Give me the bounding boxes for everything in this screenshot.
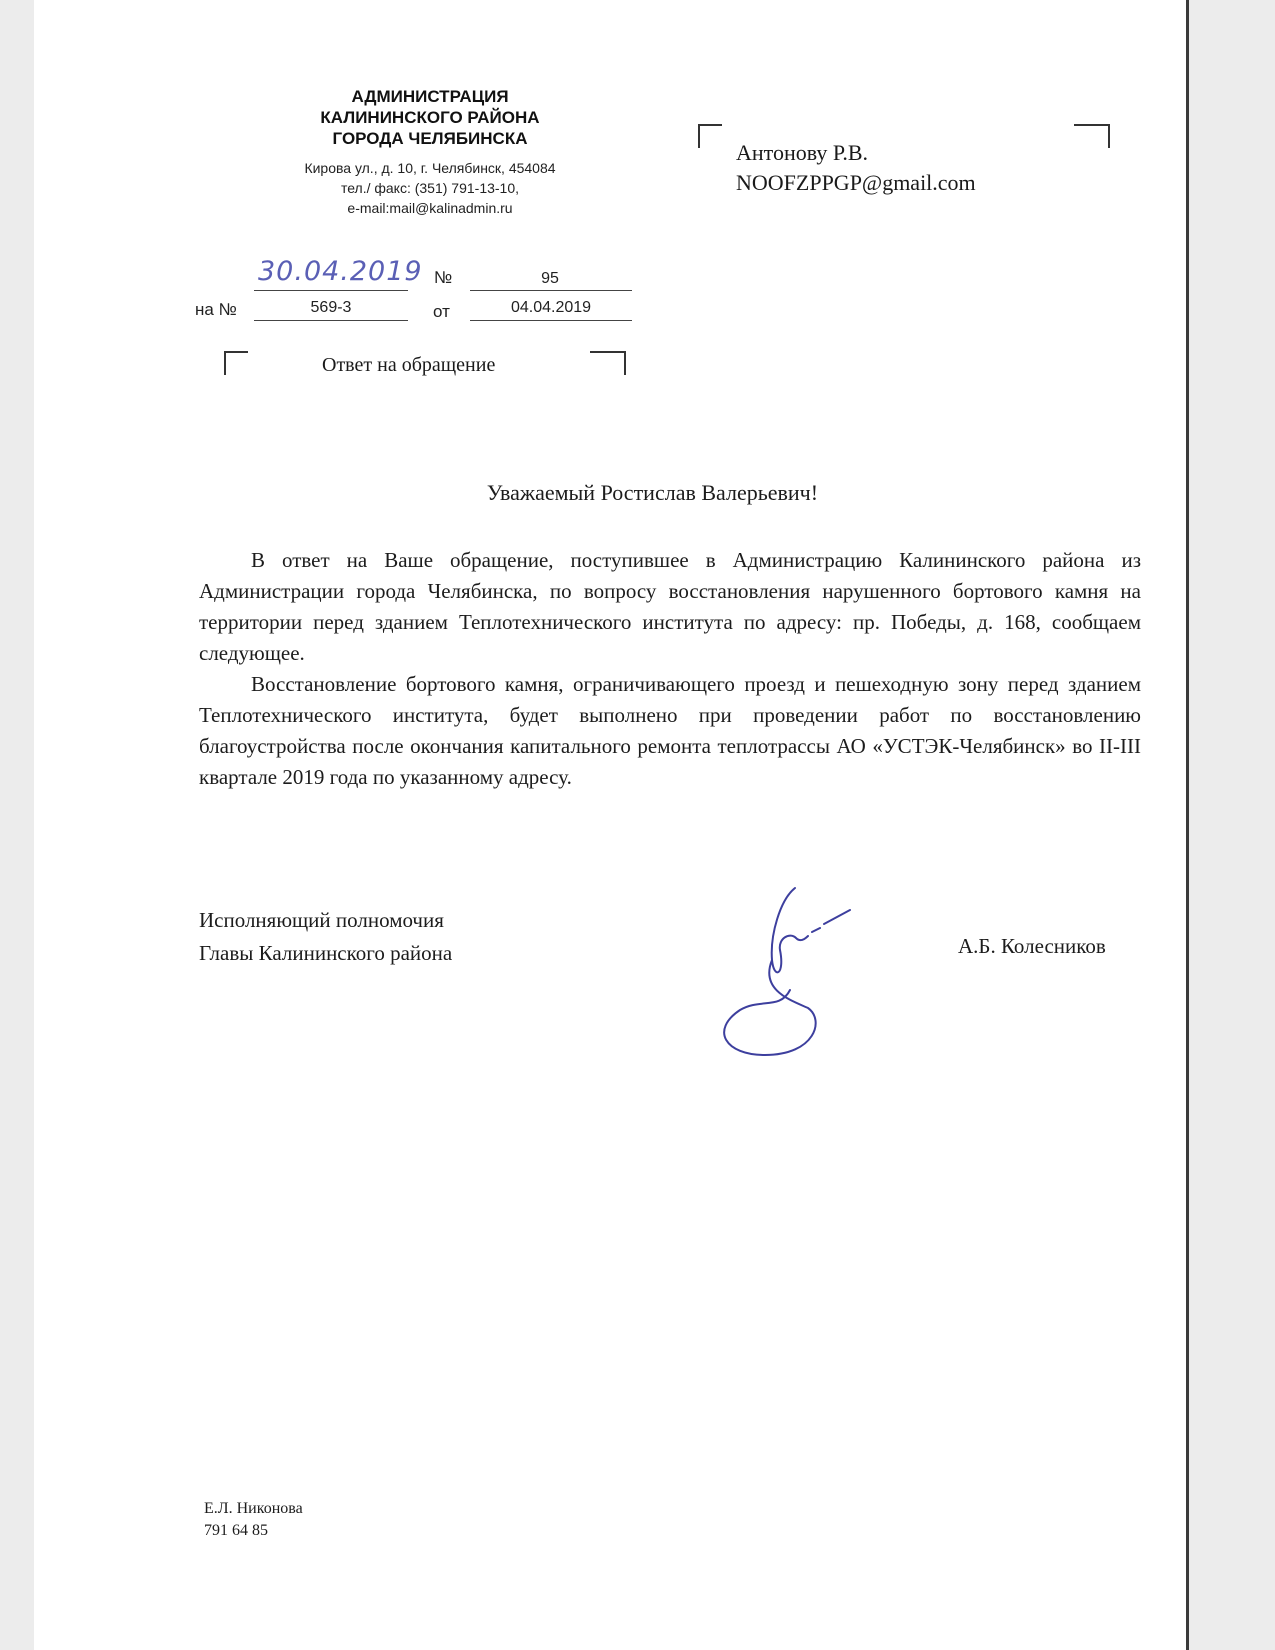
subject-corner-left [224, 351, 248, 375]
recipient-name: Антонову Р.В. [736, 140, 869, 165]
recipient-email: NOOFZPPGP@gmail.com [736, 170, 976, 195]
ref-number: 569-3 [310, 299, 352, 316]
letter-subject: Ответ на обращение [322, 354, 496, 376]
address-line-3: e-mail:mail@kalinadmin.ru [347, 200, 513, 216]
org-line-1: АДМИНИСТРАЦИЯ [351, 87, 509, 106]
handwritten-signature [700, 880, 860, 1060]
ref-label: на № [195, 300, 237, 319]
executor-phone: 791 64 85 [204, 1522, 268, 1539]
signatory-position [199, 904, 452, 970]
org-line-2: КАЛИНИНСКОГО РАЙОНА [320, 108, 540, 127]
from-label: от [433, 302, 450, 321]
handwritten-date: 30.04.2019 [258, 256, 423, 287]
body-paragraph-2: Восстановление бортового камня, ограничивающего проезд и пешеходную зону перед зданием Теплотехнического института, будет выполнено при проведении работ по восстановлению благоустройства после окончания капитального ремонта теплотрассы АО «УСТЭК-Челябинск» во II-III квартале 2019 года по указанному адресу. [199, 672, 1141, 789]
scan-edge-right [1188, 0, 1275, 1650]
letter-body [199, 545, 1141, 793]
ref-number-underline [254, 320, 408, 321]
outgoing-number: 95 [541, 270, 559, 287]
greeting: Уважаемый Ростислав Валерьевич! [486, 480, 819, 505]
body-paragraph-1: В ответ на Ваше обращение, поступившее в Администрацию Калининского района из Администрации города Челябинска, по вопросу восстановления нарушенного бортового камня на территории перед зданием Теплотехнического института по адресу: пр. Победы, д. 168, сообщаем следующее. [199, 548, 1141, 665]
executor-name: Е.Л. Никонова [204, 1500, 303, 1517]
recipient-block [736, 138, 976, 198]
recipient-corner-left [698, 124, 722, 148]
date-underline [254, 290, 408, 291]
ref-date-underline [470, 320, 632, 321]
letterhead-organization [260, 86, 600, 149]
signatory-position-line-1: Исполняющий полномочия [199, 908, 444, 932]
subject-corner-right [590, 351, 626, 375]
signatory-position-line-2: Главы Калининского района [199, 941, 453, 965]
executor-block [204, 1498, 303, 1542]
ref-date: 04.04.2019 [510, 299, 592, 316]
letterhead-address [250, 158, 610, 218]
address-line-2: тел./ факс: (351) 791-13-10, [340, 180, 520, 196]
address-line-1: Кирова ул., д. 10, г. Челябинск, 454084 [304, 160, 556, 176]
signatory-name: А.Б. Колесников [958, 934, 1106, 958]
number-underline [470, 290, 632, 291]
scan-edge-left [0, 0, 34, 1650]
recipient-corner-right [1074, 124, 1110, 148]
org-line-3: ГОРОДА ЧЕЛЯБИНСКА [332, 129, 528, 148]
scan-edge-line [1186, 0, 1189, 1650]
number-label: № [434, 268, 453, 287]
